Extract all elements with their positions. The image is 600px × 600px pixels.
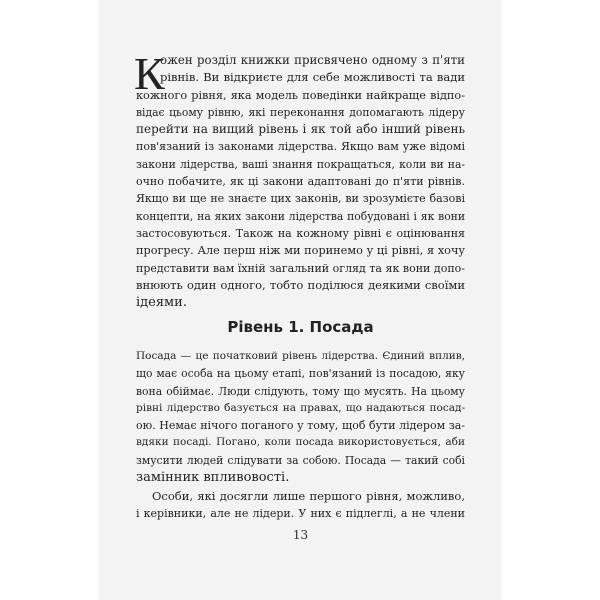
text-line: закони лідерства, ваші знання покращаться, коли ви на- [136,157,465,171]
text-line: представити вам їхній загальний огляд та як вони допо- [136,261,465,275]
text-line: внюють один одного, тобто поділюся деякими своїми [136,277,465,292]
text-line: змусити людей слідувати за собою. Посада — такий собі [136,453,465,467]
text-line: і керівники, але не лідери. У них є підлеглі, а не члени [136,507,465,521]
text-line: що має особа на цьому етапі, пов'язаний із посадою, яку [136,367,465,381]
text-line: Особи, які досягли лише першого рівня, можливо, [152,489,465,503]
intro-paragraph [134,48,465,311]
text-line: кожного рівня, яка модель поведінки найкраще відпо- [136,88,465,102]
section-heading: Рівень 1. Посада [227,318,374,336]
text-line: ожен розділ книжки присвячено одному з п'яти [160,53,465,67]
text-line: відає цьому рівню, які переконання допомагають лідеру [136,105,465,119]
text-line: перейти на вищий рівень і як той або інший рівень [136,122,465,137]
text-line: рівнів. Ви відкриєте для себе можливості та вади [160,70,465,85]
text-line: прогресу. Але перш ніж ми поринемо у ці рівні, я хочу [136,244,465,258]
text-line: ою. Немає нічого поганого у тому, щоб бути лідером за- [136,419,465,433]
body-paragraph-1 [136,348,465,486]
text-line: вона обіймає. Люди слідують, тому що мусять. На цьому [136,384,465,398]
text-line: Якщо ви ще не знаєте цих законів, ви зрозумієте базові [136,192,465,206]
text-line: ідеями. [136,295,187,311]
text-line: пов'язаний із законами лідерства. Якщо вам уже відомі [136,140,465,154]
text-line: концепти, на яких закони лідерства побудовані і як вони [136,209,465,223]
text-line: Посада — це початковий рівень лідерства. Єдиний вплив, [136,350,465,362]
page-number: 13 [292,528,309,542]
text-line: очно побачите, як ці закони адаптовані до п'яти рівнів. [136,175,465,189]
drop-cap-letter: К [134,48,165,99]
text-line: замінник впливовості. [136,470,290,486]
text-line: вдяки посаді. Погано, коли посада використовується, аби [136,436,465,449]
text-line: застосовуються. Також на кожному рівні є оцінювання [136,226,465,240]
text-line: рівні лідерство базується на правах, що надаються посад- [136,401,465,414]
body-paragraph-2 [136,488,465,523]
